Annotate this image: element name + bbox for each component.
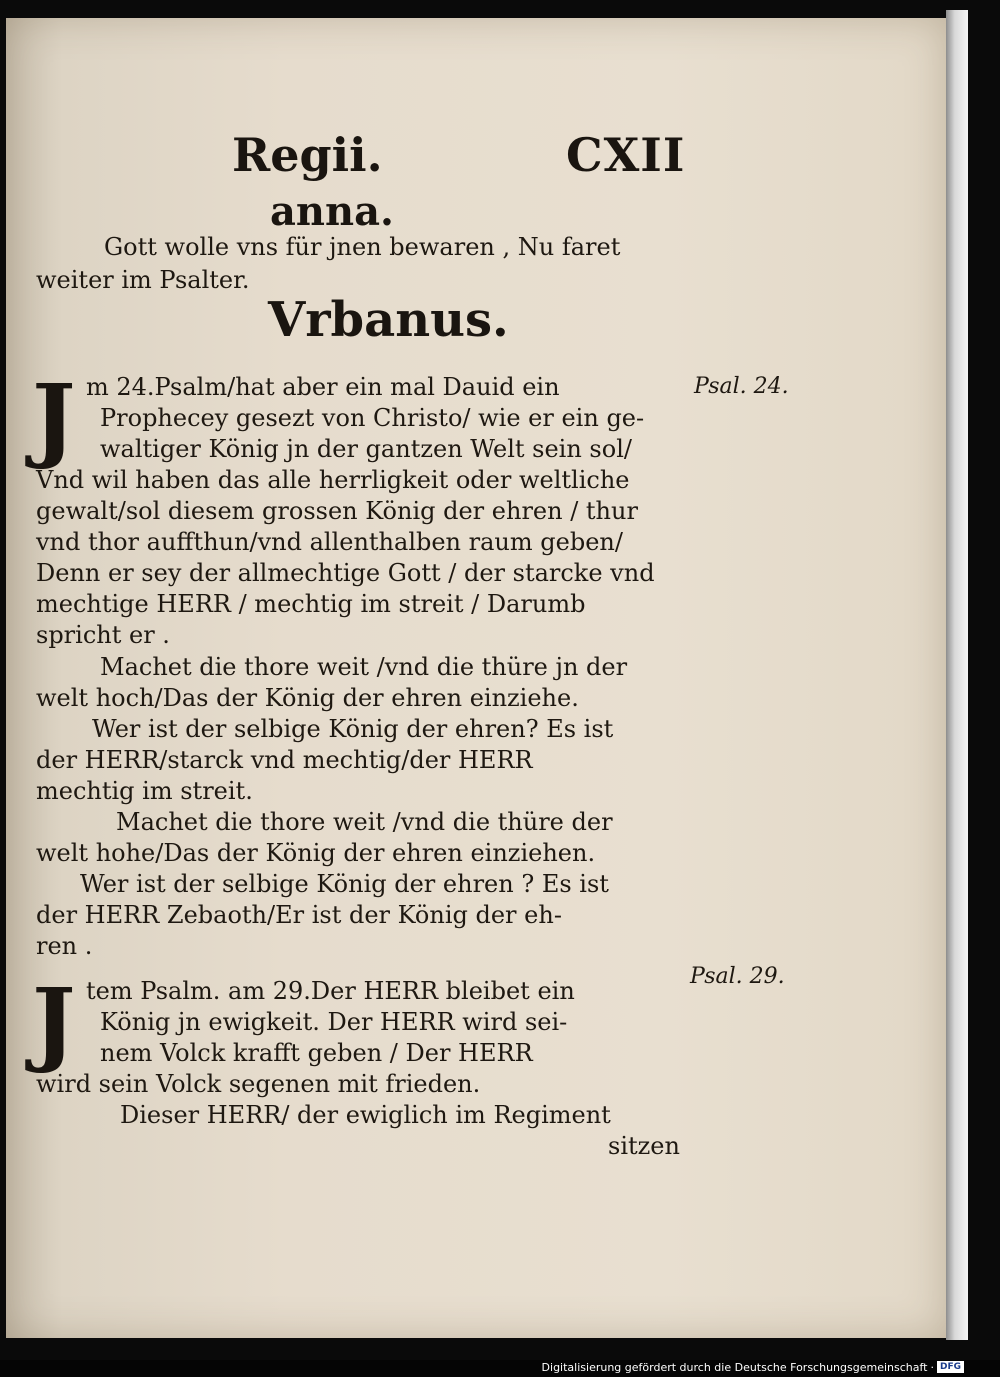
- running-head: [0, 128, 1000, 188]
- credit-text: Digitalisierung gefördert durch die Deutsche Forschungsgemeinschaft: [541, 1360, 928, 1374]
- separator: ·: [930, 1360, 934, 1374]
- verse-line: der HERR Zebaoth/Er ist der König der eh-: [36, 901, 562, 929]
- drop-initial: J: [32, 968, 76, 1076]
- drop-initial: J: [32, 364, 76, 472]
- running-title: Regii.: [232, 128, 383, 182]
- marginal-note-psalm-29: Psal. 29.: [690, 964, 785, 989]
- dfg-logo: DFG: [937, 1361, 964, 1373]
- text-line: König jn ewigkeit. Der HERR wird sei-: [100, 1008, 568, 1036]
- verse-line: der HERR/starck vnd mechtig/der HERR: [36, 746, 533, 774]
- marginal-note-psalm-24: Psal. 24.: [694, 374, 789, 399]
- text-line: tem Psalm. am 29.Der HERR bleibet ein: [86, 977, 575, 1005]
- verses: [36, 652, 686, 962]
- digitization-credit: [542, 1358, 964, 1376]
- speaker-name-vrbanus: Vrbanus.: [268, 292, 509, 348]
- verse-line: mechtig im streit.: [36, 777, 253, 805]
- verse-line: Machet die thore weit /vnd die thüre der: [116, 808, 613, 836]
- opening-line: [104, 232, 754, 263]
- verse-line: Wer ist der selbige König der ehren? Es ist: [92, 715, 614, 743]
- verse-line: ren .: [36, 932, 93, 960]
- text-line: Denn er sey der allmechtige Gott / der starcke vnd: [36, 559, 655, 587]
- verse-line: welt hoch/Das der König der ehren einziehe.: [36, 684, 579, 712]
- verse-line: Machet die thore weit /vnd die thüre jn der: [100, 653, 628, 681]
- text-line: gewalt/sol diesem grossen König der ehren / thur: [36, 497, 638, 525]
- verse-line: welt hohe/Das der König der ehren einziehen.: [36, 839, 596, 867]
- text-line: spricht er .: [36, 621, 170, 649]
- text-line: m 24.Psalm/hat aber ein mal Dauid ein: [86, 373, 560, 401]
- text-line: Vnd wil haben das alle herrligkeit oder weltliche: [36, 466, 630, 494]
- text-line: Prophecey gesezt von Christo/ wie er ein ge-: [100, 404, 645, 432]
- text-line: Dieser HERR/ der ewiglich im Regiment: [120, 1101, 611, 1129]
- text-line: nem Volck krafft geben / Der HERR: [100, 1039, 533, 1067]
- text-line: Gott wolle vns für jnen bewaren , Nu faret: [104, 233, 621, 261]
- text-line: vnd thor auffthun/vnd allenthalben raum geben/: [36, 528, 623, 556]
- text-line: waltiger König jn der gantzen Welt sein sol/: [100, 435, 632, 463]
- page-edge: [946, 10, 968, 1340]
- folio-number: CXII: [566, 128, 686, 182]
- text-line: mechtige HERR / mechtig im streit / Darumb: [36, 590, 586, 618]
- speaker-name-anna: anna.: [270, 188, 394, 235]
- verse-line: Wer ist der selbige König der ehren ? Es ist: [80, 870, 609, 898]
- text-line: weiter im Psalter.: [36, 266, 250, 294]
- paragraph-2: [36, 976, 696, 1162]
- paragraph-1: [36, 372, 696, 651]
- catchword: sitzen: [608, 1132, 680, 1160]
- text-line: wird sein Volck segenen mit frieden.: [36, 1070, 481, 1098]
